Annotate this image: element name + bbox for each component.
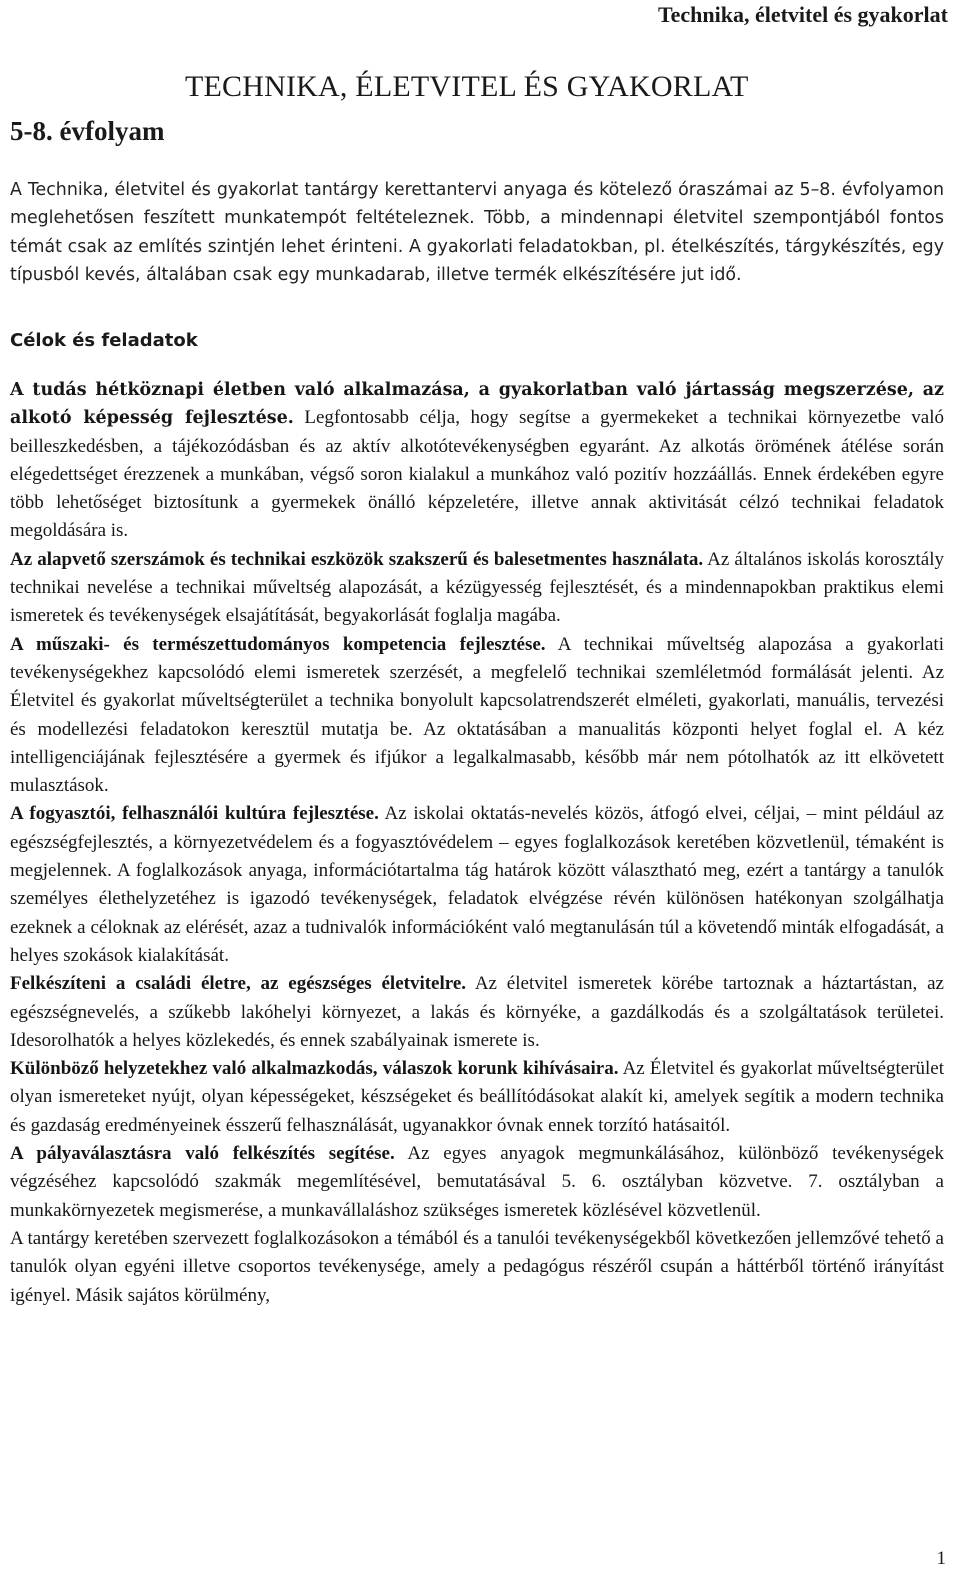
grade-label: 5-8. évfolyam bbox=[10, 116, 165, 146]
paragraph-7 bbox=[10, 1140, 944, 1225]
paragraph-7-lead: A pályaválasztásra való felkészítés segítése. bbox=[10, 1143, 395, 1165]
intro-paragraph bbox=[10, 176, 944, 290]
paragraph-6-lead: Különböző helyzetekhez való alkalmazkodás, válaszok korunk kihívásaira. bbox=[10, 1058, 619, 1080]
paragraph-3-lead: A műszaki- és természettudományos kompetencia fejlesztése. bbox=[10, 633, 546, 655]
paragraph-6-text: Az Életvitel és gyakorlat műveltségterület olyan ismereteket nyújt, olyan képességeket, készségeket és beállítódásokat alakít ki, amelyek segítik a modern technika és gazdaság eredményeinek ésszerű felhasználását, ugyanakkor óvnak ennek torzító hatásaitól. bbox=[10, 1058, 944, 1136]
paragraph-7-text: Az egyes anyagok megmunkálásához, különböző tevékenységek végzéséhez kapcsolódó szakmák megemlítésével, bemutatásával 5. 6. osztályban közvetve. 7. osztályban a munkakörnyezetek megismerése, a munkavállaláshoz szükséges ismeretek közlésével közvetlenül. bbox=[10, 1143, 944, 1221]
running-header: Technika, életvitel és gyakorlat bbox=[657, 2, 948, 27]
section-heading-goals: Célok és feladatok bbox=[10, 330, 198, 351]
paragraph-1-text: Legfontosabb célja, hogy segítse a gyermekeket a technikai környezetbe való beilleszkedésben, a tájékozódásban és az aktív alkotótevékenységben egyaránt. Az alkotás örömének átélése során elégedettséget érezzenek a munkában, végső soron kialakul a munkához való pozitív hozzáállás. Ennek érdekében egyre több lehetőséget biztosítunk a gyermekek önálló képzeletére, illetve annak aktivitását célzó technikai feladatok megoldására is. bbox=[10, 407, 944, 542]
body-text bbox=[10, 376, 944, 1310]
paragraph-1-lead: A tudás hétköznapi életben való alkalmazása, a gyakorlatban való jártasság megszerzése, az alkotó képesség fejlesztése. bbox=[10, 380, 944, 429]
paragraph-2 bbox=[10, 546, 944, 631]
paragraph-6 bbox=[10, 1055, 944, 1140]
paragraph-2-lead: Az alapvető szerszámok és technikai eszközök szakszerű és balesetmentes használata. bbox=[10, 548, 704, 570]
paragraph-4-text: Az iskolai oktatás-nevelés közös, átfogó elvei, céljai, – mint például az egészségfejlesztés, a környezetvédelem és a fogyasztóvédelem – egyes foglalkozások keretében közvetlenül, témaként is megjelennek. A foglalkozások anyaga, információtartalma tág határok között választható meg, ezért a tantárgy a tanulók személyes élethelyzetéhez is igazodó tevékenységek, feladatok elvégzése révén különösen hatékonyan szolgálhatja ezeknek a céloknak az elérését, azaz a tudnivalók információként való megtanulásán túl a követendő minták elfogadását, a helyes szokások kialakítását. bbox=[10, 803, 944, 966]
paragraph-4-lead: A fogyasztói, felhasználói kultúra fejlesztése. bbox=[10, 803, 379, 825]
paragraph-4 bbox=[10, 800, 944, 970]
paragraph-5-lead: Felkészíteni a családi életre, az egészséges életvitelre. bbox=[10, 973, 467, 995]
paragraph-2-text: Az általános iskolás korosztály technikai nevelése a technikai műveltség alapozását, a kézügyesség fejlesztését, és a mindennapokban praktikus elemi ismeretek és tevékenységek elsajátítását, begyakorlását foglalja magába. bbox=[10, 548, 945, 627]
paragraph-5 bbox=[10, 970, 944, 1055]
paragraph-3 bbox=[10, 631, 944, 801]
paragraph-8 bbox=[10, 1225, 944, 1310]
document-title: TECHNIKA, ÉLETVITEL ÉS GYAKORLAT bbox=[185, 70, 749, 103]
paragraph-3-text: A technikai műveltség alapozása a gyakorlati tevékenységekhez kapcsolódó elemi ismeretek szerzését, a megfelelő technikai szemléletmód formálását jelenti. Az Életvitel és gyakorlat műveltségterület a technika bonyolult kapcsolatrendszerét elméleti, gyakorlati, manuális, tervezési és modellezési feladatokon keresztül mutatja be. Az oktatásában a manualitás központi helyet foglal el. A kéz intelligenciájának fejlesztésére a gyermek és ifjúkor a legalkalmasabb, később már nem pótolhatók az itt elkövetett mulasztások. bbox=[10, 633, 944, 797]
paragraph-1 bbox=[10, 376, 944, 546]
page-number: 1 bbox=[936, 1548, 946, 1569]
paragraph-5-text: Az életvitel ismeretek körébe tartoznak a háztartástan, az egészségnevelés, a szűkebb lakóhelyi környezet, a lakás és környéke, a gazdálkodás és a szolgáltatások területei. Idesorolhatók a helyes közlekedés, és ennek szabályainak ismerete is. bbox=[10, 973, 944, 1051]
paragraph-8-text: A tantárgy keretében szervezett foglalkozásokon a témából és a tanulói tevékenységekből következően jellemzővé tehető a tanulók olyan egyéni illetve csoportos tevékenysége, amely a pedagógus részéről csupán a háttérből történő irányítást igényel. Másik sajátos körülmény, bbox=[10, 1227, 944, 1306]
intro-text: A Technika, életvitel és gyakorlat tantárgy kerettantervi anyaga és kötelező óraszámai az 5–8. évfolyamon meglehetősen feszített munkatempót feltételeznek. Több, a mindennapi életvitel szempontjából fontos témát csak az említés szintjén lehet érinteni. A gyakorlati feladatokban, pl. ételkészítés, tárgykészítés, egy típusból kevés, általában csak egy munkadarab, illetve termék elkészítésére jut idő. bbox=[10, 180, 944, 286]
